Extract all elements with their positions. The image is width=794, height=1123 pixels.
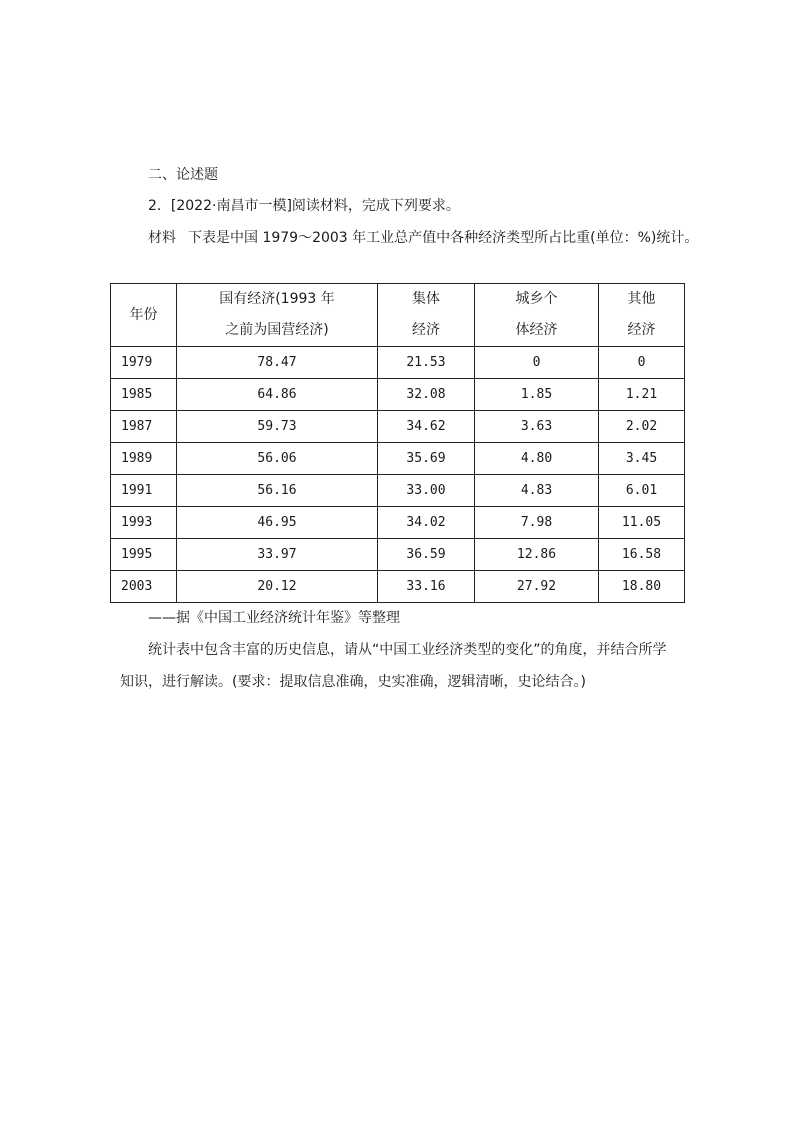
header-other-economy — [599, 284, 685, 347]
table-row — [111, 347, 685, 379]
cell-other: 6.01 — [599, 475, 685, 507]
header-other-line1: 其他 — [627, 291, 656, 307]
cell-individual: 3.63 — [475, 411, 599, 443]
table-row — [111, 539, 685, 571]
header-collective-line2: 经济 — [412, 322, 440, 338]
header-other-line2: 经济 — [627, 322, 656, 338]
cell-collective: 36.59 — [378, 539, 475, 571]
cell-state: 56.16 — [177, 475, 378, 507]
table-row — [111, 443, 685, 475]
cell-other: 18.80 — [599, 571, 685, 603]
cell-collective: 21.53 — [378, 347, 475, 379]
material-intro — [148, 228, 698, 248]
cell-collective: 33.16 — [378, 571, 475, 603]
cell-individual: 27.92 — [475, 571, 599, 603]
cell-state: 20.12 — [177, 571, 378, 603]
cell-collective: 35.69 — [378, 443, 475, 475]
cell-other: 11.05 — [599, 507, 685, 539]
cell-collective: 32.08 — [378, 379, 475, 411]
cell-individual: 12.86 — [475, 539, 599, 571]
cell-year: 1995 — [111, 539, 177, 571]
cell-year: 1987 — [111, 411, 177, 443]
header-state-line1: 国有经济(1993 年 — [219, 291, 335, 307]
cell-state: 56.06 — [177, 443, 378, 475]
cell-year: 2003 — [111, 571, 177, 603]
cell-individual: 4.83 — [475, 475, 599, 507]
table-row — [111, 571, 685, 603]
prompt-line-2: 知识，进行解读。(要求：提取信息准确，史实准确，逻辑清晰，史论结合。) — [120, 674, 586, 690]
header-individual-line1: 城乡个 — [515, 291, 558, 307]
cell-year: 1979 — [111, 347, 177, 379]
table-header-row — [111, 284, 685, 347]
header-collective-line1: 集体 — [412, 291, 440, 307]
cell-collective: 34.62 — [378, 411, 475, 443]
cell-year: 1989 — [111, 443, 177, 475]
cell-individual: 1.85 — [475, 379, 599, 411]
cell-collective: 33.00 — [378, 475, 475, 507]
cell-year: 1993 — [111, 507, 177, 539]
cell-individual: 7.98 — [475, 507, 599, 539]
cell-other: 2.02 — [599, 411, 685, 443]
cell-state: 78.47 — [177, 347, 378, 379]
cell-state: 59.73 — [177, 411, 378, 443]
table-row — [111, 379, 685, 411]
cell-other: 0 — [599, 347, 685, 379]
cell-individual: 4.80 — [475, 443, 599, 475]
cell-state: 64.86 — [177, 379, 378, 411]
question-intro: 2．[2022·南昌市一模]阅读材料，完成下列要求。 — [148, 198, 460, 214]
header-collective-economy — [378, 284, 475, 347]
table-row — [111, 475, 685, 507]
table-row — [111, 411, 685, 443]
material-text: 下表是中国 1979～2003 年工业总产值中各种经济类型所占比重(单位：%)统计。 — [188, 230, 699, 246]
cell-year: 1991 — [111, 475, 177, 507]
table-body — [111, 347, 685, 603]
table-row — [111, 507, 685, 539]
cell-collective: 34.02 — [378, 507, 475, 539]
header-state-economy — [177, 284, 378, 347]
cell-other: 16.58 — [599, 539, 685, 571]
source-note: ——据《中国工业经济统计年鉴》等整理 — [148, 610, 400, 626]
header-individual-line2: 体经济 — [515, 322, 558, 338]
cell-year: 1985 — [111, 379, 177, 411]
prompt-line-1: 统计表中包含丰富的历史信息，请从“中国工业经济类型的变化”的角度，并结合所学 — [148, 642, 667, 658]
cell-other: 1.21 — [599, 379, 685, 411]
cell-individual: 0 — [475, 347, 599, 379]
economy-share-table — [110, 283, 685, 603]
cell-state: 46.95 — [177, 507, 378, 539]
section-heading: 二、论述题 — [148, 167, 218, 183]
material-label: 材料 — [148, 230, 176, 246]
cell-other: 3.45 — [599, 443, 685, 475]
header-state-line2: 之前为国营经济) — [225, 322, 329, 338]
header-year: 年份 — [111, 284, 177, 347]
header-individual-economy — [475, 284, 599, 347]
cell-state: 33.97 — [177, 539, 378, 571]
